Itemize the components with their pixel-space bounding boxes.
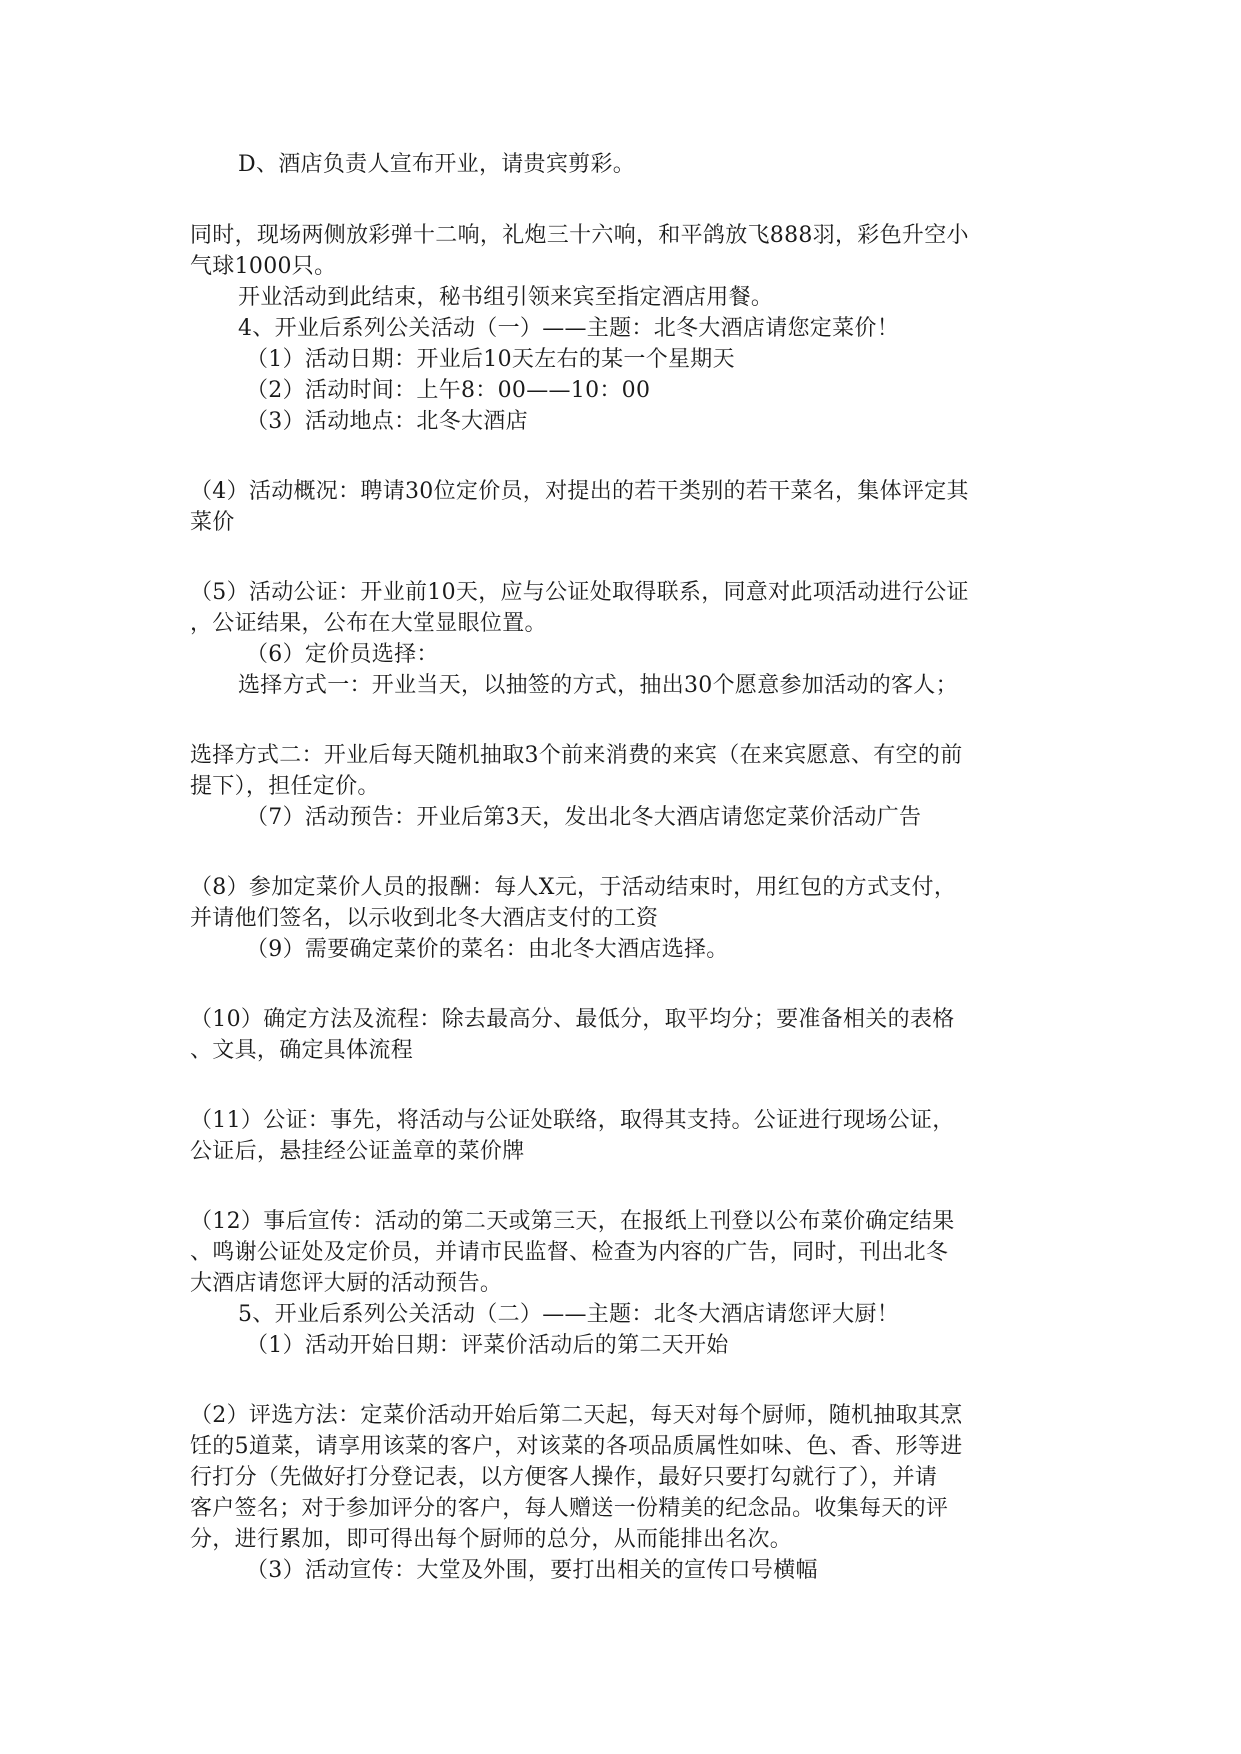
text-line: （1）活动开始日期：评菜价活动后的第二天开始	[246, 1333, 729, 1358]
text-line: （7）活动预告：开业后第3天，发出北冬大酒店请您定菜价活动广告	[246, 805, 922, 830]
text-line: （3）活动宣传：大堂及外围，要打出相关的宣传口号横幅	[246, 1558, 818, 1583]
text-line: （10）确定方法及流程：除去最高分、最低分，取平均分；要准备相关的表格	[190, 1007, 955, 1032]
text-line: （1）活动日期：开业后10天左右的某一个星期天	[246, 347, 735, 372]
text-line: （6）定价员选择：	[246, 642, 439, 667]
text-line: （11）公证：事先，将活动与公证处联络，取得其支持。公证进行现场公证，	[190, 1108, 955, 1133]
text-line: 选择方式一：开业当天，以抽签的方式，抽出30个愿意参加活动的客人；	[238, 673, 958, 698]
text-line: 并请他们签名，以示收到北冬大酒店支付的工资	[190, 906, 659, 931]
text-line: （8）参加定菜价人员的报酬：每人X元，于活动结束时，用红包的方式支付，	[190, 875, 957, 900]
text-line: 、文具，确定具体流程	[190, 1038, 414, 1063]
text-line: 分，进行累加，即可得出每个厨师的总分，从而能排出名次。	[190, 1527, 793, 1552]
text-line: 开业活动到此结束，秘书组引领来宾至指定酒店用餐。	[238, 285, 774, 310]
text-line: （3）活动地点：北冬大酒店	[246, 409, 528, 434]
text-line: （5）活动公证：开业前10天，应与公证处取得联系，同意对此项活动进行公证	[190, 580, 969, 605]
text-line: （2）评选方法：定菜价活动开始后第二天起，每天对每个厨师，随机抽取其烹	[190, 1403, 963, 1428]
text-line: 大酒店请您评大厨的活动预告。	[190, 1271, 503, 1296]
text-line: 、鸣谢公证处及定价员，并请市民监督、检查为内容的广告，同时，刊出北冬	[190, 1240, 949, 1265]
text-line: （2）活动时间：上午8：00——10：00	[246, 378, 651, 403]
text-line: 公证后，悬挂经公证盖章的菜价牌	[190, 1139, 525, 1164]
text-line: 饪的5道菜，请享用该菜的客户，对该菜的各项品质属性如味、色、香、形等进	[190, 1434, 963, 1459]
section-heading: 5、开业后系列公关活动（二）——主题：北冬大酒店请您评大厨！	[238, 1302, 899, 1327]
text-line: 行打分（先做好打分登记表，以方便客人操作，最好只要打勾就行了），并请	[190, 1465, 938, 1490]
text-line: 选择方式二：开业后每天随机抽取3个前来消费的来宾（在来宾愿意、有空的前	[190, 743, 963, 768]
text-line: 客户签名；对于参加评分的客户，每人赠送一份精美的纪念品。收集每天的评	[190, 1496, 949, 1521]
text-line: 菜价	[190, 510, 235, 535]
text-line: 同时，现场两侧放彩弹十二响，礼炮三十六响，和平鸽放飞888羽，彩色升空小	[190, 223, 969, 248]
text-line: （9）需要确定菜价的菜名：由北冬大酒店选择。	[246, 937, 729, 962]
text-line: （4）活动概况：聘请30位定价员，对提出的若干类别的若干菜名，集体评定其	[190, 479, 969, 504]
text-line: ，公证结果，公布在大堂显眼位置。	[190, 611, 547, 636]
text-line: （12）事后宣传：活动的第二天或第三天，在报纸上刊登以公布菜价确定结果	[190, 1209, 955, 1234]
text-line: D、酒店负责人宣布开业，请贵宾剪彩。	[238, 152, 636, 177]
text-line: 气球1000只。	[190, 254, 337, 279]
text-line: 提下），担任定价。	[190, 774, 380, 799]
section-heading: 4、开业后系列公关活动（一）——主题：北冬大酒店请您定菜价！	[238, 316, 899, 341]
